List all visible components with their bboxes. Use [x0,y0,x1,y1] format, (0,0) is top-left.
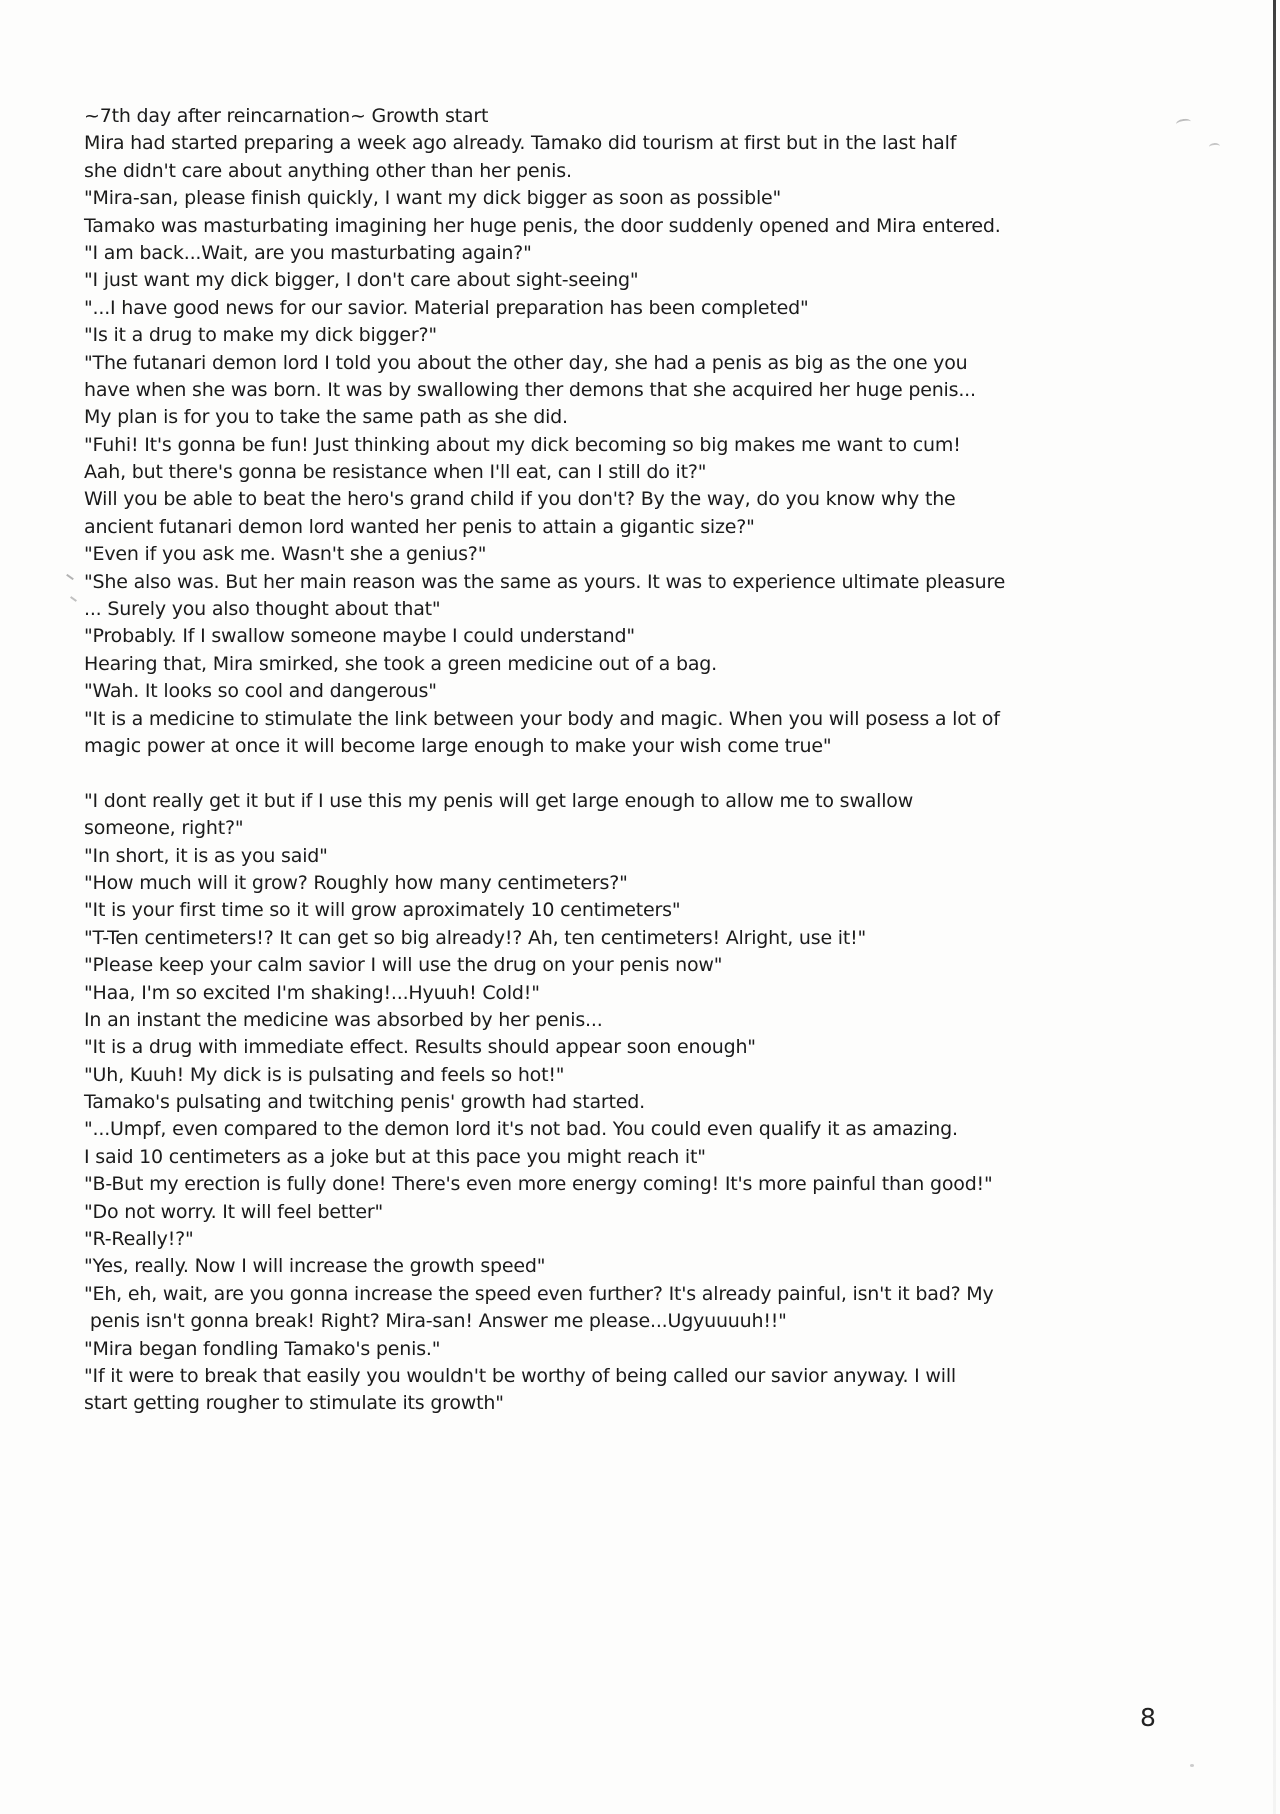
text-line: "Yes, really. Now I will increase the growth speed" [84,1255,546,1278]
text-line: have when she was born. It was by swallowing ther demons that she acquired her huge penis... [84,378,976,401]
text-line: "She also was. But her main reason was the same as yours. It was to experience ultimate pleasure [84,570,1006,593]
text-line: Hearing that, Mira smirked, she took a green medicine out of a bag. [84,652,717,675]
scan-artifact [66,574,74,580]
text-line: "The futanari demon lord I told you about the other day, she had a penis as big as the one you [84,351,968,374]
scan-artifact [70,596,77,602]
text-line: start getting rougher to stimulate its growth" [84,1392,504,1415]
text-line: "R-Really!?" [84,1228,194,1251]
text-line: Tamako was masturbating imagining her huge penis, the door suddenly opened and Mira entered. [84,214,1001,237]
text-line: "It is your first time so it will grow aproximately 10 centimeters" [84,899,681,922]
text-line: "Eh, eh, wait, are you gonna increase the speed even further? It's already painful, isn't it bad? My [84,1282,994,1305]
text-line: "Mira-san, please finish quickly, I want my dick bigger as soon as possible" [84,187,782,210]
text-line [84,760,1234,787]
text-line: "Probably. If I swallow someone maybe I could understand" [84,625,635,648]
text-line: Will you be able to beat the hero's grand child if you don't? By the way, do you know why the [84,488,956,511]
text-line: ... Surely you also thought about that" [84,598,441,621]
text-line: "...I have good news for our savior. Material preparation has been completed" [84,296,809,319]
text-line: penis isn't gonna break! Right? Mira-san! Answer me please...Ugyuuuuh!!" [84,1310,787,1333]
text-line: "Do not worry. It will feel better" [84,1200,384,1223]
scan-edge-line [1273,0,1276,1814]
text-line: "Is it a drug to make my dick bigger?" [84,324,437,347]
text-line: "Please keep your calm savior I will use the drug on your penis now" [84,954,723,977]
text-line: "...Umpf, even compared to the demon lord it's not bad. You could even qualify it as amazing. [84,1118,958,1141]
page-number: 8 [1140,1703,1156,1732]
text-line: "I dont really get it but if I use this my penis will get large enough to allow me to swallow [84,789,914,812]
text-line: magic power at once it will become large enough to make your wish come true" [84,734,832,757]
text-line: someone, right?" [84,817,244,840]
text-line: "T-Ten centimeters!? It can get so big already!? Ah, ten centimeters! Alright, use it!" [84,926,867,949]
text-line: "If it were to break that easily you wouldn't be worthy of being called our savior anyway. I will [84,1364,956,1387]
text-line: "Haa, I'm so excited I'm shaking!...Hyuuh! Cold!" [84,981,540,1004]
text-line: In an instant the medicine was absorbed by her penis... [84,1008,603,1031]
text-line: "Fuhi! It's gonna be fun! Just thinking about my dick becoming so big makes me want to cum! [84,433,961,456]
text-line: "It is a medicine to stimulate the link between your body and magic. When you will posess a lot of [84,707,1000,730]
text-line: "It is a drug with immediate effect. Results should appear soon enough" [84,1036,756,1059]
text-line: ancient futanari demon lord wanted her penis to attain a gigantic size?" [84,515,755,538]
text-line: "Uh, Kuuh! My dick is is pulsating and feels so hot!" [84,1063,565,1086]
text-line: Tamako's pulsating and twitching penis' growth had started. [84,1091,645,1114]
text-line: "Even if you ask me. Wasn't she a genius?" [84,543,487,566]
text-line: Mira had started preparing a week ago already. Tamako did tourism at first but in the last half [84,132,957,155]
text-line: "In short, it is as you said" [84,844,328,867]
story-text [84,103,1234,1418]
text-line: My plan is for you to take the same path as she did. [84,406,568,429]
text-line: ~7th day after reincarnation~ Growth start [84,105,489,127]
text-line: Aah, but there's gonna be resistance when I'll eat, can I still do it?" [84,461,707,484]
text-line: "B-But my erection is fully done! There's even more energy coming! It's more painful than good!" [84,1173,993,1196]
scan-artifact [1190,1764,1194,1767]
text-line: I said 10 centimeters as a joke but at this pace you might reach it" [84,1145,706,1168]
text-line: "Mira began fondling Tamako's penis." [84,1337,441,1360]
text-line: "I am back...Wait, are you masturbating again?" [84,241,532,264]
text-line: "Wah. It looks so cool and dangerous" [84,680,437,703]
text-line: she didn't care about anything other than her penis. [84,159,572,182]
text-line: "How much will it grow? Roughly how many centimeters?" [84,871,628,894]
text-line: "I just want my dick bigger, I don't care about sight-seeing" [84,269,639,292]
